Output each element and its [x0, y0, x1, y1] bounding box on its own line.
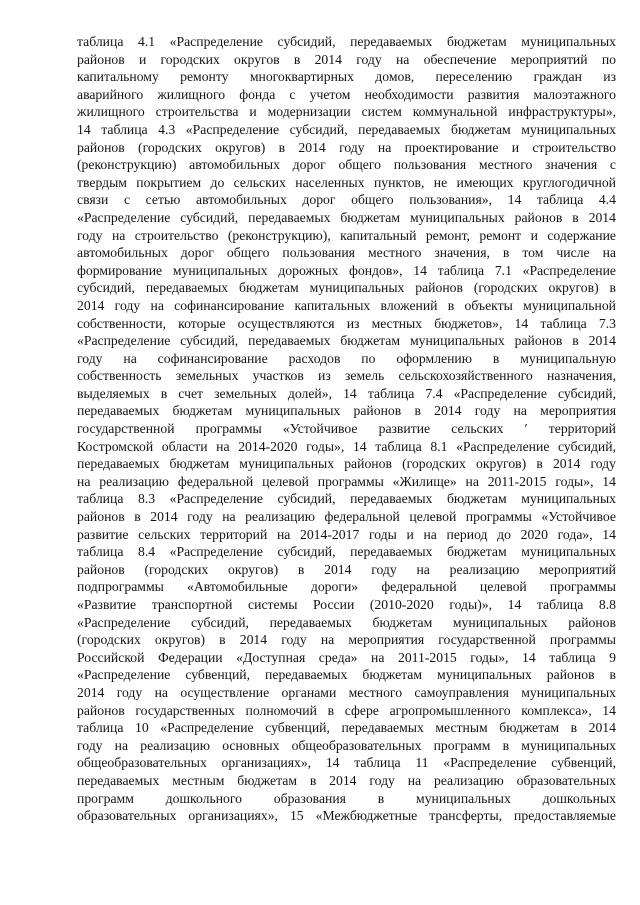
text-line: 2014 году на осуществление органами местного самоуправления муниципальных	[77, 684, 616, 700]
text-line: выделяемых в счет земельных долей», 14 таблица 7.4 «Распределение субсидий,	[77, 385, 616, 401]
text-line: связи с сетью автомобильных дорог общего пользования», 14 таблица 4.4	[77, 192, 616, 208]
text-line: «Развитие транспортной системы России (2010-2020 годы)», 14 таблица 8.8	[77, 597, 616, 612]
text-line: развитие сельских территорий на 2014-2017 годы и на период до 2020 года», 14	[77, 526, 616, 542]
text-line: районов (городских округов) в 2014 году на проектирование и строительство	[77, 139, 616, 155]
text-line: собственности, которые осуществляются из местных бюджетов», 14 таблица 7.3	[77, 315, 616, 331]
text-line: таблица 8.4 «Распределение субсидий, передаваемых бюджетам муниципальных	[77, 544, 616, 560]
document-body-text	[77, 33, 616, 825]
text-line: «Распределение субсидий, передаваемых бюджетам муниципальных районов в 2014	[77, 333, 616, 349]
text-line: аварийного жилищного фонда с учетом необходимости развития малоэтажного	[77, 86, 616, 102]
text-line: государственной программы «Устойчивое развитие сельских ′ территорий	[77, 421, 616, 437]
text-line: общеобразовательных организациях», 14 таблица 11 «Распределение субвенций,	[77, 755, 616, 771]
text-line: году на строительство (реконструкцию), капитальный ремонт, ремонт и содержание	[77, 227, 616, 243]
text-line: передаваемых бюджетам муниципальных районов в 2014 году на мероприятия	[77, 403, 616, 419]
text-line: передаваемых местным бюджетам в 2014 году на реализацию образовательных	[77, 772, 616, 788]
text-line: году на реализацию основных общеобразовательных программ в муниципальных	[77, 737, 616, 753]
text-line: 2014 году на софинансирование капитальных вложений в объекты муниципальной	[77, 297, 616, 313]
text-line: собственность земельных участков из земель сельскохозяйственного назначения,	[77, 368, 616, 384]
text-line: году на софинансирование расходов по оформлению в муниципальную	[77, 350, 616, 366]
text-line: на реализацию федеральной целевой программы «Жилище» на 2011-2015 годы», 14	[77, 473, 616, 489]
text-line: районов в 2014 году на реализацию федеральной целевой программы «Устойчивое	[77, 509, 616, 525]
text-line: жилищного строительства и модернизации систем коммунальной инфраструктуры»,	[77, 104, 616, 120]
text-line: программ дошкольного образования в муниципальных дошкольных	[77, 790, 616, 806]
text-line: субсидий, передаваемых бюджетам муниципальных районов (городских округов) в	[77, 280, 616, 296]
text-line: формирование муниципальных дорожных фондов», 14 таблица 7.1 «Распределение	[77, 262, 616, 278]
text-line: (реконструкцию) автомобильных дорог общего пользования местного значения с	[77, 157, 616, 173]
text-line: (городских округов) в 2014 году на мероприятия государственной программы	[77, 632, 616, 648]
text-line: районов государственных полномочий в сфере агропромышленного комплекса», 14	[77, 702, 616, 718]
text-line: таблица 4.1 «Распределение субсидий, передаваемых бюджетам муниципальных	[77, 34, 616, 49]
text-line: «Распределение субсидий, передаваемых бюджетам муниципальных районов в 2014	[77, 209, 616, 225]
text-line: «Распределение субвенций, передаваемых бюджетам муниципальных районов в	[77, 667, 616, 683]
text-line: районов (городских округов) в 2014 году на реализацию мероприятий	[77, 561, 616, 577]
text-line: районов и городских округов в 2014 году на обеспечение мероприятий по	[77, 51, 616, 67]
text-line: Российской Федерации «Доступная среда» на 2011-2015 годы», 14 таблица 9	[77, 649, 616, 665]
text-line: твердым покрытием до сельских населенных пунктов, не имеющих круглогодичной	[77, 174, 616, 190]
text-line: 14 таблица 4.3 «Распределение субсидий, передаваемых бюджетам муниципальных	[77, 121, 616, 137]
text-line: «Распределение субсидий, передаваемых бюджетам муниципальных районов	[77, 614, 616, 630]
text-line: образовательных организациях», 15 «Межбюджетные трансферты, предоставляемые	[77, 808, 616, 824]
text-line: таблица 8.3 «Распределение субсидий, передаваемых бюджетам муниципальных	[77, 491, 616, 507]
text-line: таблица 10 «Распределение субвенций, передаваемых местным бюджетам в 2014	[77, 720, 616, 736]
text-line: капитальному ремонту многоквартирных домов, переселению граждан из	[77, 69, 616, 85]
text-line: передаваемых бюджетам муниципальных районов (городских округов) в 2014 году	[77, 456, 616, 472]
text-line: Костромской области на 2014-2020 годы», 14 таблица 8.1 «Распределение субсидий,	[77, 438, 616, 454]
text-line: автомобильных дорог общего пользования местного значения, в том числе на	[77, 245, 616, 261]
text-line: подпрограммы «Автомобильные дороги» федеральной целевой программы	[77, 579, 616, 595]
